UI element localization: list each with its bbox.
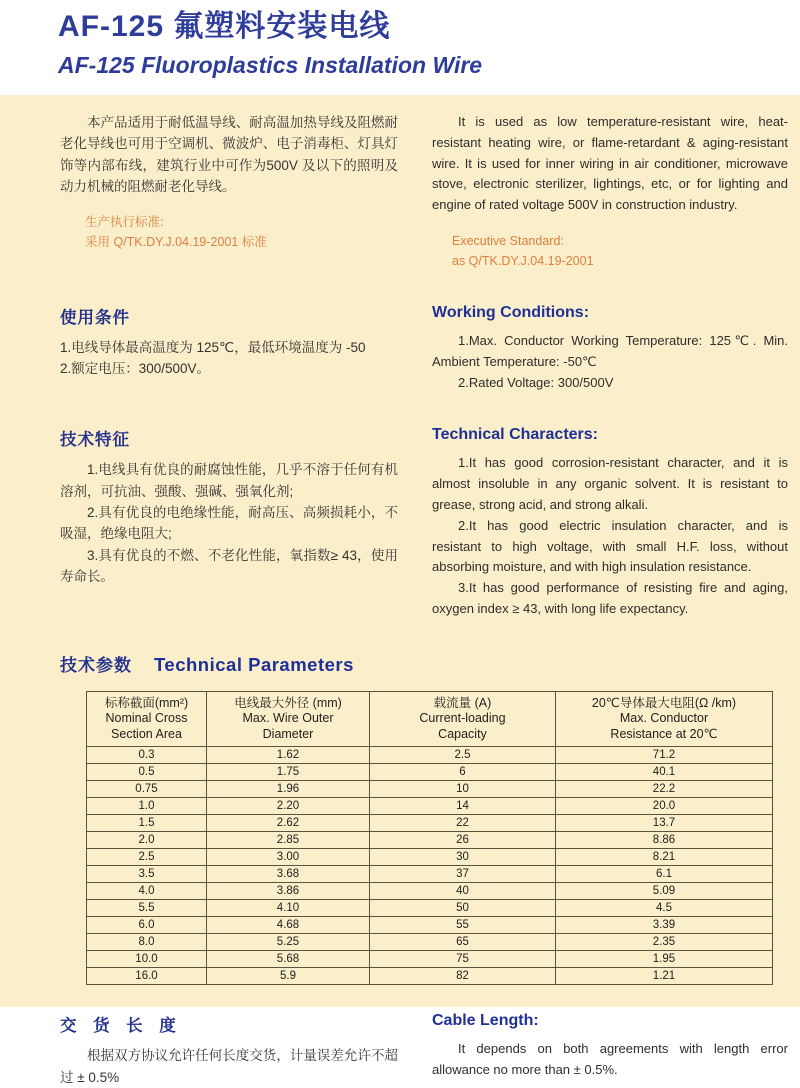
table-column-header: 载流量 (A) Current-loading Capacity [370, 691, 556, 747]
parameters-table-body [87, 747, 773, 985]
table-cell: 2.5 [87, 849, 207, 866]
table-cell: 65 [370, 934, 556, 951]
table-cell: 1.62 [207, 747, 370, 764]
footer-chinese-column [60, 1012, 398, 1088]
table-cell: 5.5 [87, 900, 207, 917]
title-band [0, 0, 800, 95]
table-cell: 10 [370, 781, 556, 798]
usage-line-english-2: 2.Rated Voltage: 300/500V [458, 374, 614, 390]
table-row [87, 951, 773, 968]
table-cell: 0.5 [87, 764, 207, 781]
table-cell: 5.09 [556, 883, 773, 900]
intro-chinese-column [60, 112, 398, 271]
intro-paragraph-chinese: 本产品适用于耐低温导线、耐高温加热导线及阻燃耐老化导线也可用于空调机、微波炉、电子消毒柜、灯具灯饰等内部布线，建筑行业中可作为500V 及以下的照明及动力机械的阻燃耐老化导线。 [60, 115, 398, 194]
table-cell: 1.95 [556, 951, 773, 968]
table-cell: 8.21 [556, 849, 773, 866]
table-column-header: 标称截面(mm²) Nominal Cross Section Area [87, 691, 207, 747]
executive-standard-chinese [60, 212, 398, 252]
table-cell: 22.2 [556, 781, 773, 798]
usage-heading-chinese: 使用条件 [60, 308, 130, 327]
parameters-heading [60, 651, 788, 676]
table-cell: 30 [370, 849, 556, 866]
intro-english-column [432, 112, 788, 271]
table-row [87, 934, 773, 951]
usage-line-chinese-2: 2.额定电压：300/500V。 [60, 361, 211, 377]
tech-item-english-2: 2.It has good electric insulation character, and is resistant to high voltage, with small H.F. loss, without absorbing moisture, and with high insulation resistance. [432, 517, 788, 575]
tech-heading-english: Technical Characters: [432, 426, 598, 444]
tech-item-english-1: 1.It has good corrosion-resistant character, and it is almost insoluble in any organic solvent. It is resistant to grease, strong acid, and strong alkali. [432, 455, 788, 512]
table-cell: 13.7 [556, 815, 773, 832]
usage-heading-english: Working Conditions: [432, 303, 590, 321]
table-cell: 2.0 [87, 832, 207, 849]
table-cell: 26 [370, 832, 556, 849]
standard-value-chinese: 采用 Q/TK.DY.J.04.19-2001 标准 [85, 235, 267, 250]
standard-label-chinese: 生产执行标准: [85, 215, 164, 230]
technical-characters-section [60, 426, 788, 619]
table-cell: 16.0 [87, 968, 207, 985]
table-cell: 6.1 [556, 866, 773, 883]
parameters-table [86, 691, 773, 986]
table-cell: 3.5 [87, 866, 207, 883]
table-row [87, 781, 773, 798]
table-cell: 37 [370, 866, 556, 883]
table-cell: 8.0 [87, 934, 207, 951]
table-cell: 4.68 [207, 917, 370, 934]
table-row [87, 849, 773, 866]
tech-chinese-column [60, 426, 398, 619]
table-cell: 50 [370, 900, 556, 917]
table-cell: 2.35 [556, 934, 773, 951]
tech-item-chinese-2: 2.具有优良的电绝缘性能，耐高压、高频损耗小，不吸湿，绝缘电阻大; [60, 505, 398, 542]
table-cell: 3.68 [207, 866, 370, 883]
table-cell: 4.10 [207, 900, 370, 917]
parameters-table-header-row [87, 691, 773, 747]
table-cell: 20.0 [556, 798, 773, 815]
table-row [87, 866, 773, 883]
table-column-header: 20℃导体最大电阻(Ω /km) Max. Conductor Resistance at 20℃ [556, 691, 773, 747]
table-row [87, 917, 773, 934]
usage-english-column [432, 304, 788, 393]
footer-english-column [432, 1012, 788, 1088]
table-cell: 3.00 [207, 849, 370, 866]
table-row [87, 900, 773, 917]
tech-item-chinese-1: 1.电线具有优良的耐腐蚀性能，几乎不溶于任何有机溶剂，可抗油、强酸、强碱、强氧化剂; [60, 462, 398, 499]
usage-line-chinese-1: 1.电线导体最高温度为 125℃，最低环境温度为 -50 [60, 339, 366, 355]
working-conditions-section [60, 304, 788, 393]
table-cell: 3.86 [207, 883, 370, 900]
table-cell: 1.75 [207, 764, 370, 781]
table-row [87, 832, 773, 849]
table-cell: 1.0 [87, 798, 207, 815]
table-cell: 71.2 [556, 747, 773, 764]
usage-line-english-1: 1.Max. Conductor Working Temperature: 125℃. Min. Ambient Temperature: -50℃ [432, 332, 788, 369]
footer-text-english: It depends on both agreements with length error allowance no more than ± 0.5%. [432, 1041, 788, 1078]
table-cell: 2.5 [370, 747, 556, 764]
footer-text-chinese: 根据双方协议允许任何长度交货，计量误差允许不超过 ± 0.5% [60, 1048, 398, 1085]
tech-heading-chinese: 技术特征 [60, 431, 130, 450]
cable-length-section [60, 1012, 788, 1088]
table-cell: 40 [370, 883, 556, 900]
table-row [87, 798, 773, 815]
table-row [87, 764, 773, 781]
standard-label-english: Executive Standard: [452, 233, 564, 248]
table-cell: 8.86 [556, 832, 773, 849]
table-cell: 0.75 [87, 781, 207, 798]
table-row [87, 747, 773, 764]
table-cell: 22 [370, 815, 556, 832]
table-cell: 40.1 [556, 764, 773, 781]
parameters-heading-english: Technical Parameters [154, 653, 354, 675]
table-cell: 6.0 [87, 917, 207, 934]
table-cell: 2.20 [207, 798, 370, 815]
table-cell: 4.5 [556, 900, 773, 917]
intro-paragraph-english: It is used as low temperature-resistant wire, heat-resistant heating wire, or flame-retardant & aging-resistant wire. It is used for inner wiring in air conditioner, microwave stove, electronic sterilizer, lightings, etc, or for lighting and engine of rated voltage 500V in construction industry. [432, 114, 788, 213]
table-cell: 1.96 [207, 781, 370, 798]
table-column-header: 电线最大外径 (mm) Max. Wire Outer Diameter [207, 691, 370, 747]
table-cell: 1.5 [87, 815, 207, 832]
table-cell: 6 [370, 764, 556, 781]
table-cell: 10.0 [87, 951, 207, 968]
table-cell: 1.21 [556, 968, 773, 985]
standard-value-english: as Q/TK.DY.J.04.19-2001 [452, 253, 594, 268]
footer-heading-chinese: 交 货 长 度 [60, 1017, 182, 1036]
table-cell: 2.85 [207, 832, 370, 849]
intro-section [60, 112, 788, 271]
table-cell: 4.0 [87, 883, 207, 900]
table-cell: 75 [370, 951, 556, 968]
table-cell: 3.39 [556, 917, 773, 934]
page-title-chinese: AF-125 氟塑料安装电线 [58, 10, 391, 43]
table-row [87, 815, 773, 832]
footer-heading-english: Cable Length: [432, 1012, 539, 1030]
usage-chinese-column [60, 304, 398, 393]
tech-english-column [432, 426, 788, 619]
table-cell: 14 [370, 798, 556, 815]
executive-standard-english [432, 231, 788, 271]
table-cell: 5.9 [207, 968, 370, 985]
table-cell: 5.25 [207, 934, 370, 951]
content-area [0, 95, 800, 1085]
tech-item-chinese-3: 3.具有优良的不燃、不老化性能，氧指数≥ 43，使用寿命长。 [60, 547, 398, 585]
table-cell: 5.68 [207, 951, 370, 968]
page-title-english: AF-125 Fluoroplastics Installation Wire [58, 51, 483, 78]
parameters-heading-chinese: 技术参数 [60, 655, 132, 675]
table-row [87, 968, 773, 985]
table-cell: 55 [370, 917, 556, 934]
tech-item-english-3: 3.It has good performance of resisting fire and aging, oxygen index ≥ 43, with long life expectancy. [432, 580, 788, 616]
table-cell: 82 [370, 968, 556, 985]
table-row [87, 883, 773, 900]
table-cell: 2.62 [207, 815, 370, 832]
table-cell: 0.3 [87, 747, 207, 764]
